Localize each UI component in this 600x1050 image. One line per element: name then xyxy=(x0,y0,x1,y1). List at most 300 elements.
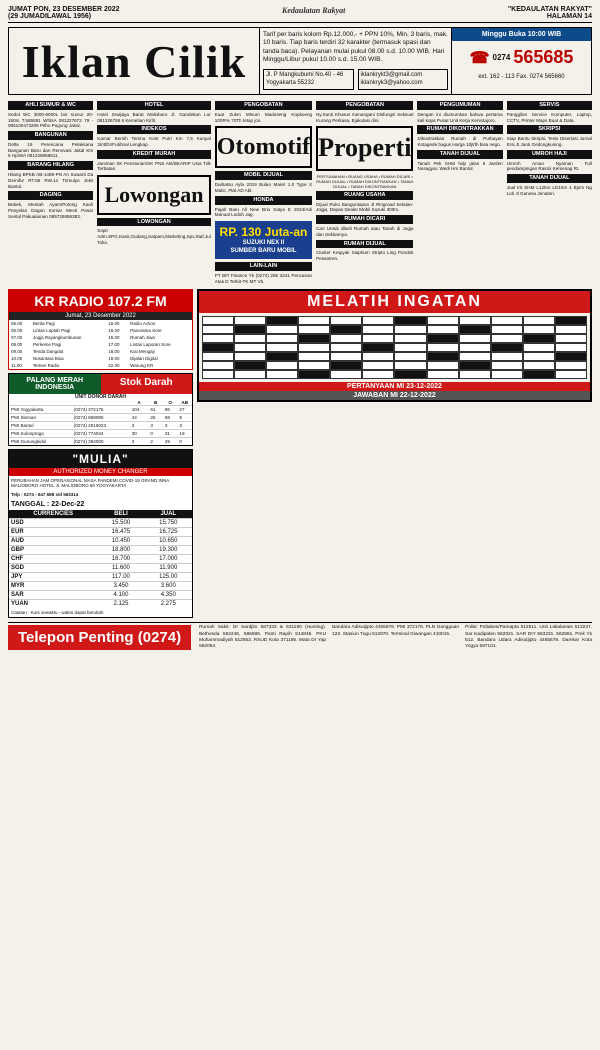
table-cell: (0274) 2816023 xyxy=(72,422,130,430)
ad-text: PT BFI Finance Yk (0274) 285 3241 Pencairan Atas D Terbit-TK MT Vb. xyxy=(214,272,313,284)
crossword-cell xyxy=(362,361,394,370)
crossword-cell xyxy=(523,370,555,379)
table-cell: 29 xyxy=(163,438,178,446)
table-cell: 06.00 xyxy=(11,328,23,334)
crossword-cell xyxy=(491,325,523,334)
telepon-code: (0274) xyxy=(137,629,182,647)
right-bottom-boxes xyxy=(197,286,592,618)
section-title: AHLI SUMUR & WC xyxy=(8,101,93,110)
ad-text: Dengan ini diumumkan bahwa pertama kali kopa Pusat Unit Kerja Kenintajoro. xyxy=(417,111,503,123)
section-title: UMROH HAJI xyxy=(507,150,592,159)
fax-number: ext. 162 - 113 Fax. 0274 565660 xyxy=(478,74,565,80)
ad-text: Delta 19 Perencana Pelaksana Bangunan Baru dan Renovasi Jakal Km 6 Hp/WA 081226858611. xyxy=(8,141,94,159)
schedule-row xyxy=(9,348,192,355)
column-2 xyxy=(97,99,211,286)
crossword-cell xyxy=(298,325,330,334)
rates-text: Tarif per baris kolom Rp.12.000,- + PPN 10%, Min. 3 baris, mak. 10 baris. Tiap baris terdiri 32 karakter (termasuk spasi dan tanda baca). Pelayanan mulai pukul 08.00 s.d. 10.00 WIB. Hari Minggu/Libur pukul 10.00 s.d. 15.00 WIB. xyxy=(263,31,448,64)
crossword-cell xyxy=(234,352,266,361)
table-cell: 16.725 xyxy=(145,528,192,537)
crossword-cell xyxy=(330,361,362,370)
crossword-cell xyxy=(330,352,362,361)
table-cell: 05.00 xyxy=(11,321,23,327)
table-cell: 27 xyxy=(177,406,192,414)
section-title: SERVIS xyxy=(507,101,592,110)
section-title: BARANG HILANG xyxy=(8,161,93,170)
mulia-note: Catatan : Kurs sewaktu - waktu dapat berubah xyxy=(11,610,104,616)
crossword-cell xyxy=(330,325,362,334)
crossword-cell xyxy=(523,325,555,334)
crossword-cell xyxy=(555,325,587,334)
mulia-date: 22-Dec-22 xyxy=(51,501,85,509)
crossword-cell xyxy=(202,325,234,334)
rubric-block xyxy=(508,6,592,20)
section-title: TANAH DIJUAL xyxy=(507,174,592,183)
suzuki-dealer: SUMBER BARU MOBIL xyxy=(230,247,297,254)
table-cell: Tenda Dangdut xyxy=(32,349,64,355)
crossword-cell xyxy=(491,370,523,379)
crossword-cell xyxy=(427,334,459,343)
section-title: RUMAH DIJUAL xyxy=(316,240,413,249)
blood-stock-row xyxy=(9,438,192,446)
mulia-sub: AUTHORIZED MONEY CHANGER xyxy=(9,468,192,476)
crossword-cell xyxy=(362,352,394,361)
crossword-cell xyxy=(202,334,234,343)
table-cell: Lintas Laporan Sore xyxy=(130,342,171,348)
table-cell: PMI Gunungkidul xyxy=(9,438,72,446)
crossword-cell xyxy=(394,361,426,370)
date: JUMAT PON, 23 DESEMBER 2022 xyxy=(8,6,120,13)
table-header: A xyxy=(137,400,141,406)
crossword-cell xyxy=(234,370,266,379)
page-number: HALAMAN 14 xyxy=(546,13,592,20)
table-cell: 16.475 xyxy=(97,528,144,537)
section-title: TANAH DIJUAL xyxy=(417,150,502,159)
schedule-row xyxy=(9,334,192,341)
table-cell: 86 xyxy=(163,406,178,414)
ad-text: Sopir Adm.SPG,Kasir,Gudang,Satpam,Marketing,Spv,Staf,Jul Toko. xyxy=(97,228,211,245)
section-title: HOTEL xyxy=(97,101,211,110)
crossword-cell xyxy=(394,343,426,352)
ad-text: Hotel Srwijaya Barat Malioboro Jl. Gandekan Lor 081326766 6 Kemetian Kirlit. xyxy=(97,111,211,123)
crossword-cell xyxy=(330,316,362,325)
crossword-cell xyxy=(427,325,459,334)
table-cell: 61 xyxy=(148,406,163,414)
column-1 xyxy=(8,99,93,286)
ad-text: Hilang BPKB AB-1489-PN An Suwarti Da Demifur RT.05 RW.14 Trimulyo Jetis Bantul. xyxy=(8,172,94,189)
table-header: JUAL xyxy=(145,510,192,519)
mulia-info: PERUBAHAN JAM OPERASIONAL MASA PANDEMI COVID-19 GRAND INNA MALIOBORO HOTEL Jl. MALIOBORO 60 YOGYAKARTA xyxy=(11,478,170,489)
telepon-section xyxy=(8,622,592,650)
table-cell: 3 xyxy=(177,422,192,430)
table-cell: 0 xyxy=(148,430,163,438)
currency-row xyxy=(9,582,192,591)
crossword-cell xyxy=(298,352,330,361)
table-cell: 19.300 xyxy=(145,546,192,555)
currency-row xyxy=(9,528,192,537)
crossword-cell xyxy=(266,343,298,352)
table-cell: 3 xyxy=(130,438,149,446)
section-title: PENGOBATAN xyxy=(316,101,413,110)
crossword-cell xyxy=(427,361,459,370)
currency-row xyxy=(9,564,192,573)
telepon-left: Rumah Sakit: Dr Sardjito 587333 & 631190 (Hunting). Bethesda 562246, 586688. Panti Rapih 514845. PKU Muhammadiyah 512653. RSUD Kota 371195. Mata Dr Yap 562054. xyxy=(199,625,327,650)
section-title: DAGING xyxy=(8,191,93,200)
section-title: PENGOBATAN xyxy=(215,101,312,110)
phone-prefix: 0274 xyxy=(492,53,511,62)
lowongan-banner: Lowongan xyxy=(97,175,211,215)
crossword-cell xyxy=(394,370,426,379)
table-cell: Temen Radio xyxy=(32,363,60,369)
currency-row xyxy=(9,537,192,546)
ad-text: Sedot WC 3000-6000L bor sumur 20-150m T.565591 WhtsA 081227672 79 - 085100473205 Pitho Pogung Jakal. xyxy=(8,111,94,129)
table-cell: 08.00 xyxy=(11,342,23,348)
crossword-cell xyxy=(362,316,394,325)
currency-row xyxy=(9,573,192,582)
date-block xyxy=(8,6,120,20)
table-cell: 15.750 xyxy=(145,519,192,528)
table-cell: Berita Pagi xyxy=(32,321,55,327)
schedule-row xyxy=(9,327,192,334)
table-cell: 22.00 xyxy=(108,363,120,369)
table-cell: 3.600 xyxy=(145,582,192,591)
crossword-cell xyxy=(491,334,523,343)
table-cell: PMI Bantul xyxy=(9,422,72,430)
ad-text: Dikontrakkan Rumah di Purbayan Kotagede bagus Harga 10jt/th bisa nego. xyxy=(417,136,503,147)
masthead xyxy=(8,27,592,95)
table-cell: 09.00 xyxy=(11,349,23,355)
crossword-cell xyxy=(427,352,459,361)
table-cell: 16.700 xyxy=(97,555,144,564)
crossword-cell xyxy=(298,343,330,352)
table-cell: 2 xyxy=(148,438,163,446)
crossword-title: MELATIH INGATAN xyxy=(199,291,590,313)
table-cell: 17.00 xyxy=(108,342,120,348)
ad-text: Jual Irit SHM L125m LD10m 4 Bjnm Ng Lok Jl Ganesa Jenateri. xyxy=(506,184,592,196)
crossword-cell xyxy=(427,343,459,352)
table-cell: Panorama Sore xyxy=(130,328,162,334)
table-cell: 15.500 xyxy=(97,519,144,528)
table-cell: USD xyxy=(9,519,97,528)
section-title: SKRIPSI xyxy=(507,125,592,134)
section-title: KREDIT MURAH xyxy=(97,150,211,159)
table-cell: Rumah Jiwa xyxy=(130,335,155,341)
table-cell: AUD xyxy=(9,537,97,546)
crossword-cell xyxy=(491,343,523,352)
phone-icon: ☎ xyxy=(469,49,490,67)
table-cell: 19.00 xyxy=(108,356,120,362)
crossword-cell xyxy=(394,316,426,325)
table-cell: 17.000 xyxy=(145,555,192,564)
table-cell: 10.450 xyxy=(97,537,144,546)
otomotif-banner: Otomotif xyxy=(215,126,312,168)
column-6 xyxy=(507,99,592,286)
table-cell: 16.00 xyxy=(108,321,120,327)
crossword-cell xyxy=(459,325,491,334)
crossword-cell xyxy=(523,334,555,343)
table-cell: 125.00 xyxy=(145,573,192,582)
kr-radio-date: Jumat, 23 Desember 2022 xyxy=(9,312,192,320)
crossword-cell xyxy=(234,325,266,334)
blood-stock-header xyxy=(9,374,192,394)
ad-text: Tanah Pek SHM hdp jalan 6 Jarden Nusagyar, Wedi Hm Bantul. xyxy=(417,160,503,172)
crossword-cell xyxy=(523,316,555,325)
crossword-cell xyxy=(459,352,491,361)
section-title: RUMAH DICARI xyxy=(316,215,413,224)
table-cell: 31 xyxy=(163,430,178,438)
crossword-cell xyxy=(234,334,266,343)
table-cell: 2.275 xyxy=(145,600,192,609)
table-cell: 25 xyxy=(148,414,163,422)
currency-row xyxy=(9,555,192,564)
crossword-cell xyxy=(491,316,523,325)
table-cell: 18.00 xyxy=(108,349,120,355)
crossword-cell xyxy=(555,334,587,343)
telepon-title-text: Telepon Penting xyxy=(18,629,134,647)
blood-stock-row xyxy=(9,406,192,414)
blood-stock-row xyxy=(9,430,192,438)
table-cell: Dijalan Digital xyxy=(130,356,158,362)
crossword-cell xyxy=(555,316,587,325)
crossword-cell xyxy=(298,370,330,379)
paper-name: Kedaulatan Rakyat xyxy=(282,6,346,15)
rubric: "KEDAULATAN RAKYAT" xyxy=(507,6,592,13)
crossword-cell xyxy=(523,343,555,352)
crossword-cell xyxy=(555,352,587,361)
ad-text: Bebek, Mentah Ayam/Potong Kaol/ Penyelan Dagan Komar Menit Pasar Sentul Pakualaman 085726856383. xyxy=(8,202,94,219)
table-cell: Kiai Mengaji xyxy=(130,349,155,355)
telepon-right: Polisi: Poltabes/Pamapta 512511. Unit Lakalantas 513237. Sar Kadipaten 562021. SAR DIY 563231. 562881. Pmk Yk 512. Bandara Udara Adisutjipto 4465678. Damkar Kota Yogya 587101. xyxy=(465,625,592,650)
table-cell: 104 xyxy=(130,406,149,414)
ad-text: Dijual Ruko Banguntapan Jl Ringroad Selatan-Jogja, Depan Dealer Mobil Suzuki 300m. xyxy=(316,201,414,213)
table-cell: 18.800 xyxy=(97,546,144,555)
section-title: PENGUMUMAN xyxy=(417,101,502,110)
column-5 xyxy=(417,99,502,286)
table-cell: (0274) 869090 xyxy=(72,414,130,422)
crossword-cell xyxy=(523,352,555,361)
table-cell: PMI Kulonprogo xyxy=(9,430,72,438)
table-cell: (0274) 774044 xyxy=(72,430,130,438)
table-cell: 30 xyxy=(130,430,149,438)
crossword-cell xyxy=(266,361,298,370)
currency-row xyxy=(9,591,192,600)
table-cell: Nusantara Bisa xyxy=(32,356,64,362)
table-cell: 11.600 xyxy=(97,564,144,573)
mulia-date-label: TANGGAL xyxy=(11,501,45,509)
table-cell: Warung KR xyxy=(130,363,154,369)
classified-columns xyxy=(8,99,592,286)
ad-text: Umroh Aman Nyaman Full pendampingan Rasmi Kemenag RI. xyxy=(506,160,592,172)
properti-banner: Properti xyxy=(316,126,413,171)
masthead-info xyxy=(259,28,451,94)
table-cell: PMI Sleman xyxy=(9,414,72,422)
ad-text: Ny.Sunti Khusus menangani Disfungsi Seksual Kurang Perkasa, Ejakulasi dini. xyxy=(316,111,414,123)
table-header: AB xyxy=(181,400,189,406)
crossword-box xyxy=(197,289,592,402)
ad-text: Daihatsu Ayla 2019 Bulan Maret 1.0 Type X Matic, Plat AD Abl. xyxy=(214,182,313,193)
crossword-cell xyxy=(298,316,330,325)
schedule-row xyxy=(9,355,192,362)
table-cell: EUR xyxy=(9,528,97,537)
kr-radio-box xyxy=(8,289,193,370)
table-cell: 16.00 xyxy=(108,328,120,334)
suzuki-price: RP. 130 Juta-an xyxy=(219,225,308,240)
crossword-cell xyxy=(491,352,523,361)
telepon-list xyxy=(199,625,592,650)
table-cell: Radio Action xyxy=(130,321,156,327)
table-cell: Jogja Rayangkumbunan xyxy=(32,335,82,341)
table-cell: GBP xyxy=(9,546,97,555)
table-cell: 9 xyxy=(177,414,192,422)
stock-title: Stok Darah xyxy=(101,374,193,394)
ad-text: Cluster Krapyak Siaphum Stripto Ling Pondok Pesantren. xyxy=(316,250,414,262)
crossword-answers-title: JAWABAN MI 22-12-2022 xyxy=(199,391,590,400)
crossword-cell xyxy=(459,370,491,379)
crossword-cell xyxy=(362,343,394,352)
crossword-cell xyxy=(523,361,555,370)
table-cell: 07.00 xyxy=(11,335,23,341)
crossword-cell xyxy=(555,370,587,379)
crossword-cell xyxy=(298,361,330,370)
crossword-cell xyxy=(266,352,298,361)
crossword-cell xyxy=(555,361,587,370)
table-cell: 3.450 xyxy=(97,582,144,591)
left-bottom-boxes xyxy=(8,286,193,618)
blood-stock-row xyxy=(9,422,192,430)
section-title: RUMAH DIKONTRAKKAN xyxy=(417,125,502,134)
ad-text: Cari Untuk dibeli Rumah atau Tanah di Jogja dan Sekitarnya. xyxy=(316,226,414,237)
crossword-cell xyxy=(298,334,330,343)
crossword-cell xyxy=(234,316,266,325)
money-changer-box xyxy=(8,449,193,618)
section-title: LAIN-LAIN xyxy=(215,262,312,271)
ad-text: Jaminan SK Pensiunan/SK PNS Akt/BKARIP Usia Tdk Terbatas. xyxy=(97,160,211,172)
unit-label: UNIT DONOR DARAH xyxy=(74,394,127,401)
section-title: MOBIL DIJUAL xyxy=(215,171,312,180)
crossword-cell xyxy=(234,361,266,370)
crossword-cell xyxy=(427,370,459,379)
crossword-cell xyxy=(202,316,234,325)
schedule-row xyxy=(9,320,192,327)
table-cell: MYR xyxy=(9,582,97,591)
column-3 xyxy=(215,99,312,286)
crossword-cell xyxy=(330,334,362,343)
table-cell: 0 xyxy=(177,438,192,446)
crossword-cell xyxy=(394,325,426,334)
minggu-badge: Minggu Buka 10:00 WIB xyxy=(452,28,591,41)
table-cell: CHF xyxy=(9,555,97,564)
table-cell: 4.350 xyxy=(145,591,192,600)
bottom-area xyxy=(8,286,592,618)
crossword-cell xyxy=(266,334,298,343)
mulia-name: "MULIA" xyxy=(9,450,192,468)
table-header: BELI xyxy=(97,510,144,519)
properti-types: PERTUMAHAN • RUANG USAHA • RUMAH DICARI • RUMAH DIJUAL • RUMAH DIKONTRAKKAN • TANAH DIJUAL • TANAH DIKONTRAKKAN xyxy=(316,173,414,189)
crossword-cell xyxy=(459,343,491,352)
table-cell: 2.125 xyxy=(97,600,144,609)
crossword-cell xyxy=(202,343,234,352)
section-title: HONDA xyxy=(215,196,312,205)
crossword-cell xyxy=(266,370,298,379)
crossword-cell xyxy=(459,316,491,325)
crossword-cell xyxy=(330,370,362,379)
table-cell: (0274) 394000 xyxy=(72,438,130,446)
schedule-row xyxy=(9,341,192,348)
table-cell: 11.900 xyxy=(145,564,192,573)
address-box: Jl. P Mangkubumi No.40 - 46 Yogyakarta 55232 xyxy=(263,69,354,91)
crossword-grid xyxy=(199,313,590,382)
table-cell: SGD xyxy=(9,564,97,573)
section-title: RUANG USAHA xyxy=(316,191,413,200)
hijri-date: (29 JUMADILAWAL 1956) xyxy=(8,13,92,20)
table-cell: 3 xyxy=(163,422,178,430)
table-cell: 44 xyxy=(130,414,149,422)
ad-text: Pajak Baru All New Brio Satya E 2024/Adi Manual Lodoh Jag. xyxy=(214,206,313,218)
table-cell: Perkeme Pagi xyxy=(32,342,62,348)
crossword-cell xyxy=(362,370,394,379)
telepon-title xyxy=(8,625,191,650)
masthead-title: Iklan Cilik xyxy=(21,35,247,87)
ad-text: Siap Bantu Skripsi, Tesis Disertasi Jurnal Ersi Jl.Janti Gedongkuning. xyxy=(506,136,592,147)
crossword-cell xyxy=(362,325,394,334)
table-header: O xyxy=(168,400,172,406)
currency-table xyxy=(9,510,192,608)
telepon-middle: Bandara Adisutjipto 4465678. PMI 372176. PLN Gangguan 123. Stasiun Tugu 512870. Terminal Giwangan 410015. xyxy=(332,625,460,637)
crossword-cell xyxy=(491,361,523,370)
phone-number xyxy=(452,41,591,74)
ad-text: Kamar Bersih Terima Kost Putri Km 7,5 Kunyal 3mt/Dr/Futihnal Lengkap. xyxy=(97,136,211,147)
crossword-cell xyxy=(459,334,491,343)
table-cell: 3 xyxy=(130,422,149,430)
crossword-cell xyxy=(330,343,362,352)
blood-stock-row xyxy=(9,414,192,422)
crossword-cell xyxy=(234,343,266,352)
table-cell: 10.650 xyxy=(145,537,192,546)
suzuki-ad xyxy=(215,221,312,259)
table-cell: 4.100 xyxy=(97,591,144,600)
table-cell: 11.00 xyxy=(11,363,22,369)
crossword-cell xyxy=(362,334,394,343)
table-cell: 16.00 xyxy=(108,335,120,341)
currency-row xyxy=(9,546,192,555)
table-cell: YUAN xyxy=(9,600,97,609)
crossword-cell xyxy=(427,316,459,325)
crossword-cell xyxy=(202,361,234,370)
table-cell: JPY xyxy=(9,573,97,582)
section-title: BANGUNAN xyxy=(8,131,93,140)
table-cell: (0274) 372176 xyxy=(72,406,130,414)
top-line xyxy=(8,6,592,23)
section-title: LOWONGAN xyxy=(97,218,211,227)
table-cell: SAR xyxy=(9,591,97,600)
table-cell: Lintas Laptah Pagi xyxy=(32,328,71,334)
crossword-cell xyxy=(266,316,298,325)
mulia-tel: Telp : 0274 - 547 688 s/d 563314 xyxy=(11,492,79,498)
table-cell: 10.00 xyxy=(11,356,23,362)
phone-main: 565685 xyxy=(513,47,574,67)
ad-text: Panggilan Service Komputer, Laptop, CCTV, Printer Maps Buat & Data. xyxy=(506,111,592,123)
crossword-questions-title: PERTANYAAN MI 23-12-2022 xyxy=(199,382,590,391)
table-header: B xyxy=(153,400,158,406)
table-cell: 3 xyxy=(148,422,163,430)
phone-block xyxy=(451,28,591,94)
crossword-cell xyxy=(394,334,426,343)
table-cell: 117.00 xyxy=(97,573,144,582)
blood-stock-box xyxy=(8,373,193,446)
crossword-cell xyxy=(202,370,234,379)
section-title: INDEKOS xyxy=(97,125,211,134)
crossword-cell xyxy=(202,352,234,361)
blood-stock-table xyxy=(9,400,192,445)
